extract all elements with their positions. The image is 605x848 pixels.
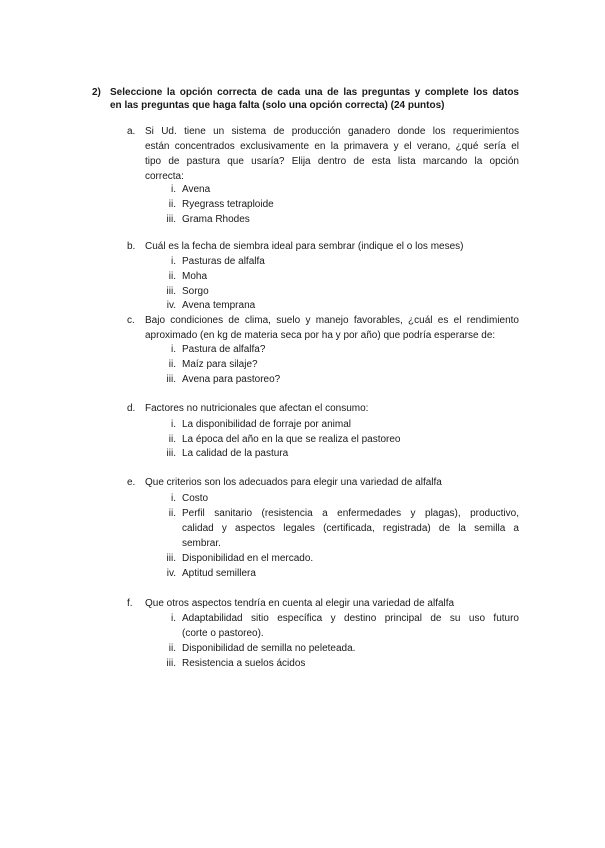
option-d-i-text[interactable]: La disponibilidad de forraje por animal	[182, 419, 351, 430]
section-a-line-2: están concentrados exclusivamente en la primavera y el verano, ¿qué sería el	[145, 141, 519, 152]
option-e-i-num: i.	[171, 493, 176, 504]
option-d-iii-num: iii.	[166, 448, 176, 459]
option-e-iii-num: iii.	[166, 553, 176, 564]
option-a-ii-text[interactable]: Ryegrass tetraploide	[182, 199, 274, 210]
option-e-i-text[interactable]: Costo	[182, 493, 209, 504]
question-title-line-1: Seleccione la opción correcta de cada una de las preguntas y complete los datos	[110, 87, 519, 98]
question-number: 2)	[92, 87, 101, 98]
section-e-letter: e.	[127, 477, 136, 488]
section-c-letter: c.	[127, 315, 135, 326]
section-a-line-1: Si Ud. tiene un sistema de producción ganadero donde los requerimientos	[145, 126, 519, 137]
option-c-iii-text[interactable]: Avena para pastoreo?	[182, 374, 281, 385]
option-e-ii-num: ii.	[168, 508, 176, 519]
option-b-i-num: i.	[171, 256, 176, 267]
section-a-letter: a.	[127, 126, 136, 137]
option-f-ii-text[interactable]: Disponibilidad de semilla no peleteada.	[182, 643, 356, 654]
option-f-i-line-2[interactable]: (corte o pastoreo).	[182, 628, 264, 639]
option-d-ii-num: ii.	[168, 434, 176, 445]
question-title-line-2: en las preguntas que haga falta (solo una opción correcta) (24 puntos)	[110, 100, 445, 111]
option-c-ii-num: ii.	[168, 359, 176, 370]
option-b-ii-text[interactable]: Moha	[182, 271, 208, 282]
section-d-letter: d.	[127, 403, 136, 414]
option-b-ii-num: ii.	[168, 271, 176, 282]
option-a-iii-text[interactable]: Grama Rhodes	[182, 214, 250, 225]
option-a-i-text[interactable]: Avena	[182, 184, 211, 195]
option-b-iv-num: iv.	[166, 300, 176, 311]
option-c-iii-num: iii.	[166, 374, 176, 385]
option-d-iii-text[interactable]: La calidad de la pastura	[182, 448, 289, 459]
section-f-letter: f.	[127, 598, 133, 609]
option-e-ii-line-2[interactable]: calidad y aspectos legales (certificada, registrada) de la semilla a	[182, 523, 519, 534]
section-c-line-2: aproximado (en kg de materia seca por ha y por año) que podría esperarse de:	[145, 330, 496, 341]
option-d-ii-text[interactable]: La época del año en la que se realiza el pastoreo	[182, 434, 401, 445]
option-e-ii-line-3[interactable]: sembrar.	[182, 538, 221, 549]
option-c-i-num: i.	[171, 344, 176, 355]
section-d-line-1: Factores no nutricionales que afectan el consumo:	[145, 403, 369, 414]
section-c-line-1: Bajo condiciones de clima, suelo y manejo favorables, ¿cuál es el rendimiento	[145, 315, 519, 326]
section-b-line-1: Cuál es la fecha de siembra ideal para sembrar (indique el o los meses)	[145, 241, 464, 252]
option-e-iv-num: iv.	[166, 568, 176, 579]
option-a-iii-num: iii.	[166, 214, 176, 225]
section-f-line-1: Que otros aspectos tendría en cuenta al elegir una variedad de alfalfa	[145, 598, 455, 609]
option-a-i-num: i.	[171, 184, 176, 195]
option-b-i-text[interactable]: Pasturas de alfalfa	[182, 256, 265, 267]
section-a-line-4: correcta:	[145, 171, 184, 182]
option-f-i-num: i.	[171, 613, 176, 624]
option-b-iv-text[interactable]: Avena temprana	[182, 300, 256, 311]
section-a-line-3: tipo de pastura que usaría? Elija dentro de esta lista marcando la opción	[145, 156, 519, 167]
option-c-i-text[interactable]: Pastura de alfalfa?	[182, 344, 266, 355]
option-d-i-num: i.	[171, 419, 176, 430]
option-e-iii-text[interactable]: Disponibilidad en el mercado.	[182, 553, 314, 564]
option-a-ii-num: ii.	[168, 199, 176, 210]
option-f-iii-num: iii.	[166, 658, 176, 669]
section-b-letter: b.	[127, 241, 136, 252]
option-c-ii-text[interactable]: Maíz para silaje?	[182, 359, 258, 370]
option-e-ii-line-1[interactable]: Perfil sanitario (resistencia a enfermedades y plagas), productivo,	[182, 508, 519, 519]
option-f-ii-num: ii.	[168, 643, 176, 654]
option-b-iii-num: iii.	[166, 286, 176, 297]
option-b-iii-text[interactable]: Sorgo	[182, 286, 209, 297]
option-e-iv-text[interactable]: Aptitud semillera	[182, 568, 256, 579]
option-f-iii-text[interactable]: Resistencia a suelos ácidos	[182, 658, 306, 669]
section-e-line-1: Que criterios son los adecuados para elegir una variedad de alfalfa	[145, 477, 442, 488]
option-f-i-line-1[interactable]: Adaptabilidad sitio específica y destino principal de su uso futuro	[182, 613, 519, 624]
